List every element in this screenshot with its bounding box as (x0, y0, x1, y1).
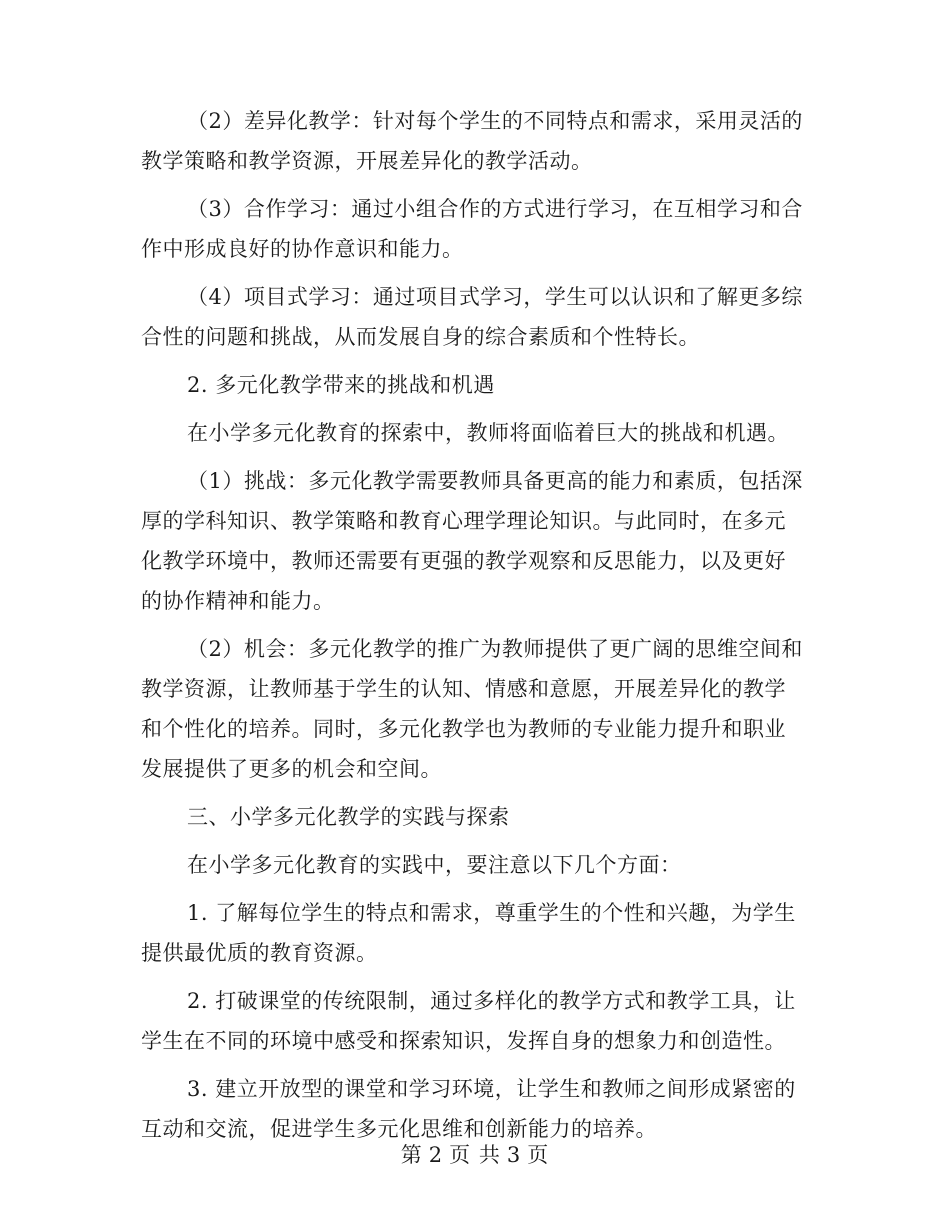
paragraph (141, 629, 811, 789)
list-item (141, 893, 811, 973)
list-item (141, 1069, 811, 1149)
text-line: （3）合作学习：通过小组合作的方式进行学习，在互相学习和合 (187, 197, 803, 221)
text-line: 提供最优质的教育资源。 (141, 941, 378, 965)
paragraph (141, 277, 811, 357)
text-line: 2. 打破课堂的传统限制，通过多样化的教学方式和教学工具，让 (187, 989, 796, 1013)
footer-middle: 页 共 (449, 1143, 501, 1167)
section-heading (141, 797, 811, 837)
paragraph (141, 189, 811, 269)
document-body (141, 101, 811, 1157)
text-line: 合性的问题和挑战，从而发展自身的综合素质和个性特长。 (141, 325, 700, 349)
page-footer (0, 1140, 950, 1170)
text-line: 教学资源，让教师基于学生的认知、情感和意愿，开展差异化的教学 (141, 677, 786, 701)
text-line: 1. 了解每位学生的特点和需求，尊重学生的个性和兴趣，为学生 (187, 901, 796, 925)
text-line: 化教学环境中，教师还需要有更强的教学观察和反思能力，以及更好 (141, 549, 786, 573)
text-line: 作中形成良好的协作意识和能力。 (141, 237, 464, 261)
text-line: 教学策略和教学资源，开展差异化的教学活动。 (141, 149, 593, 173)
section-subheading (141, 365, 811, 405)
text-line: 三、小学多元化教学的实践与探索 (187, 805, 510, 829)
paragraph (141, 461, 811, 621)
footer-suffix: 页 (527, 1143, 550, 1167)
text-line: 厚的学科知识、教学策略和教育心理学理论知识。与此同时，在多元 (141, 509, 786, 533)
text-line: 互动和交流，促进学生多元化思维和创新能力的培养。 (141, 1117, 657, 1141)
paragraph (141, 413, 811, 453)
text-line: 发展提供了更多的机会和空间。 (141, 757, 442, 781)
text-line: （4）项目式学习：通过项目式学习，学生可以认识和了解更多综 (187, 285, 803, 309)
text-line: （2）机会：多元化教学的推广为教师提供了更广阔的思维空间和 (187, 637, 803, 661)
paragraph (141, 845, 811, 885)
footer-prefix: 第 (400, 1143, 423, 1167)
list-item (141, 981, 811, 1061)
current-page-number: 2 (428, 1143, 444, 1167)
text-line: 在小学多元化教育的探索中，教师将面临着巨大的挑战和机遇。 (187, 421, 789, 445)
text-line: （2）差异化教学：针对每个学生的不同特点和需求，采用灵活的 (187, 109, 803, 133)
text-line: 学生在不同的环境中感受和探索知识，发挥自身的想象力和创造性。 (141, 1029, 786, 1053)
text-line: 和个性化的培养。同时，多元化教学也为教师的专业能力提升和职业 (141, 717, 786, 741)
paragraph (141, 101, 811, 181)
text-line: 的协作精神和能力。 (141, 589, 335, 613)
total-page-count: 3 (506, 1143, 522, 1167)
text-line: （1）挑战：多元化教学需要教师具备更高的能力和素质，包括深 (187, 469, 803, 493)
text-line: 在小学多元化教育的实践中，要注意以下几个方面： (187, 853, 682, 877)
text-line: 2. 多元化教学带来的挑战和机遇 (187, 373, 495, 397)
text-line: 3. 建立开放型的课堂和学习环境，让学生和教师之间形成紧密的 (187, 1077, 796, 1101)
